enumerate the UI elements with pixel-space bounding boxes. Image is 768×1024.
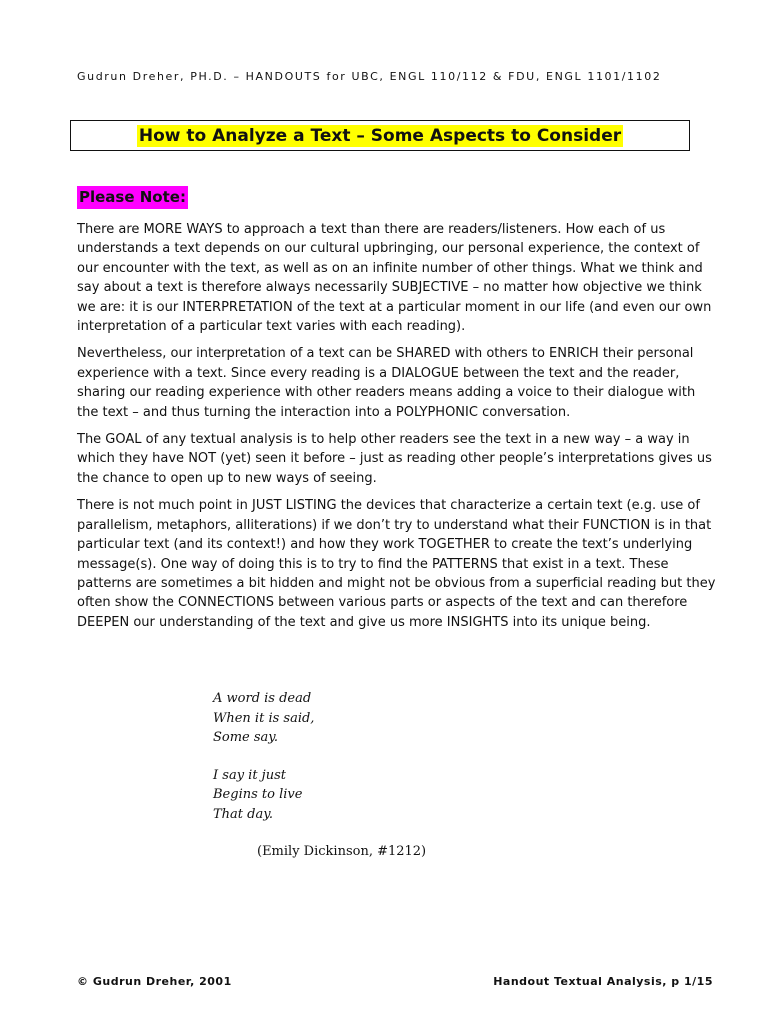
document-title: How to Analyze a Text – Some Aspects to Consider	[138, 125, 622, 146]
poem	[213, 689, 314, 842]
poem-attribution: (Emily Dickinson, #1212)	[257, 844, 427, 859]
paragraph: There is not much point in JUST LISTING the devices that characterize a certain text (e.g. use of parallelism, metaphors, alliterations) if we don’t try to understand what their FUNCTION is in that particular text (and its context!) and how they work TOGETHER to create the text’s underlying message(s). One way of doing this is to try to find the PATTERNS that exist in a text. These patterns are sometimes a bit hidden and might not be obvious from a superficial reading but they often show the CONNECTIONS between various parts or aspects of the text and can therefore DEEPEN our understanding of the text and give us more INSIGHTS into its unique being.	[77, 498, 716, 630]
body-text	[77, 220, 717, 640]
poem-line: I say it just	[213, 767, 286, 783]
please-note-heading: Please Note:	[77, 186, 188, 209]
paragraph: The GOAL of any textual analysis is to help other readers see the text in a new way – a way in which they have NOT (yet) seen it before – just as reading other people’s interpretations gives us the chance to open up to new ways of seeing.	[77, 432, 712, 486]
poem-line: Some say.	[213, 730, 279, 745]
footer-page-info: Handout Textual Analysis, p 1/15	[493, 975, 713, 988]
footer-copyright: © Gudrun Dreher, 2001	[77, 975, 232, 988]
title-box	[70, 120, 690, 151]
paragraph: There are MORE WAYS to approach a text than there are readers/listeners. How each of us understands a text depends on our cultural upbringing, our personal experience, the context of our encounter with the text, as well as on an infinite number of other things. What we think and say about a text is therefore always necessarily SUBJECTIVE – no matter how objective we think we are: it is our INTERPRETATION of the text at a particular moment in our life (and even our own interpretation of a particular text varies with each reading).	[77, 222, 712, 335]
poem-stanza	[213, 689, 314, 748]
poem-stanza	[213, 766, 314, 825]
poem-line: That day.	[213, 806, 273, 822]
poem-line: Begins to live	[213, 787, 303, 802]
poem-line: A word is dead	[213, 691, 312, 706]
paragraph: Nevertheless, our interpretation of a text can be SHARED with others to ENRICH their personal experience with a text. Since every reading is a DIALOGUE between the text and the reader, sharing our reading experience with other readers means adding a voice to their dialogue with the text – and thus turning the interaction into a POLYPHONIC conversation.	[77, 346, 696, 420]
running-header: Gudrun Dreher, PH.D. – HANDOUTS for UBC, ENGL 110/112 & FDU, ENGL 1101/1102	[77, 70, 662, 83]
poem-line: When it is said,	[213, 710, 315, 726]
